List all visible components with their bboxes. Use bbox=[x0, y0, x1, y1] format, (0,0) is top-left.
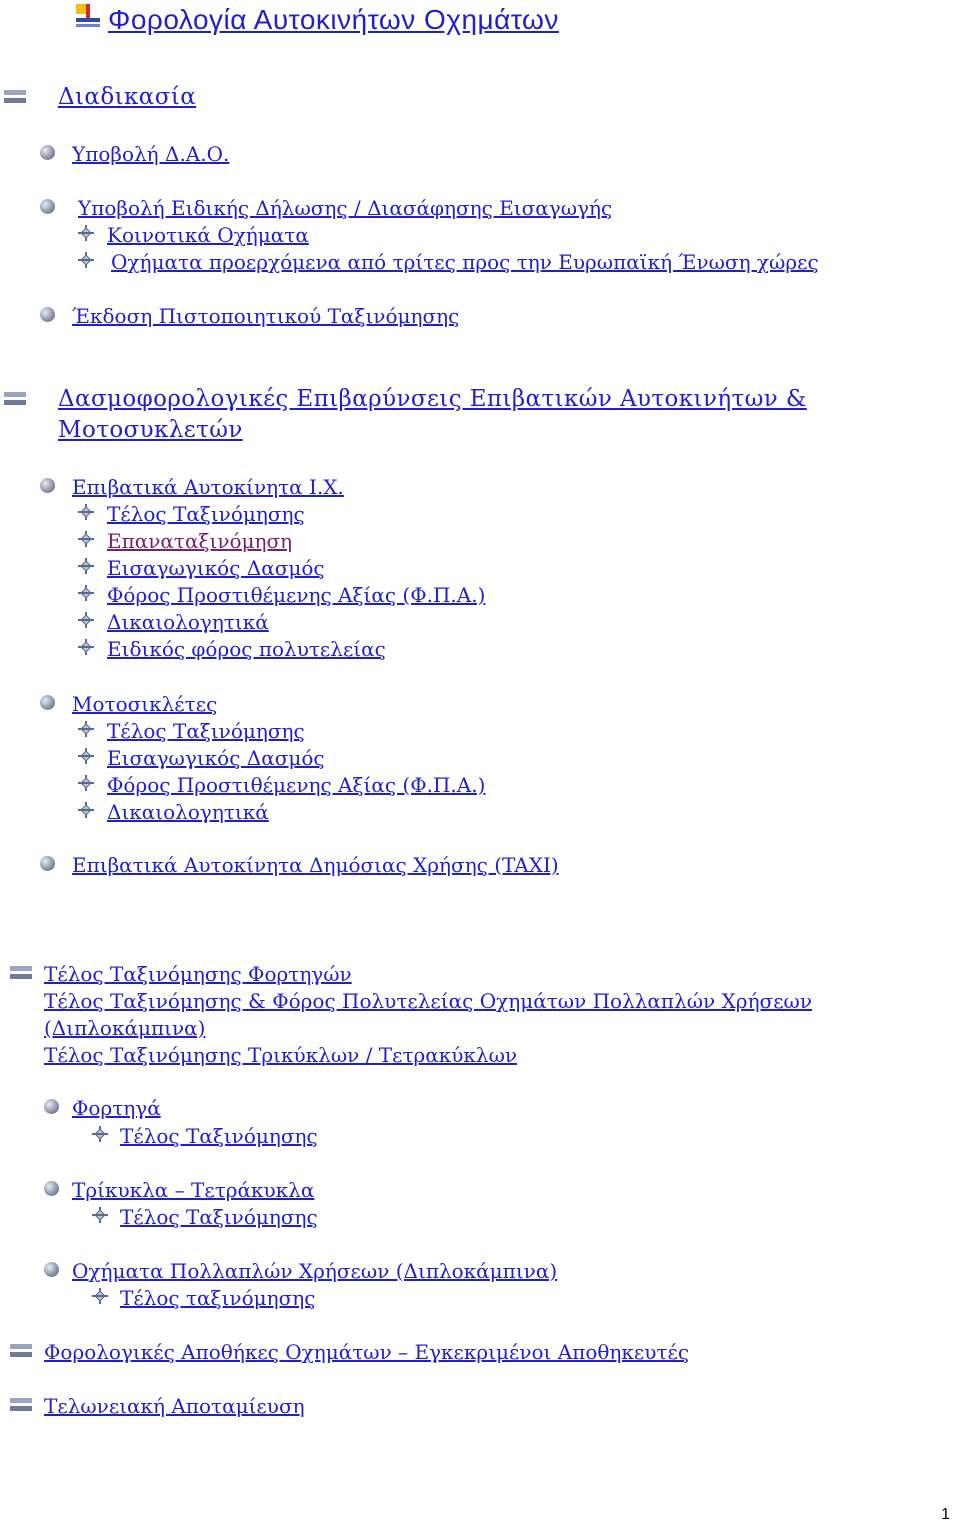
link-taxi[interactable]: Επιβατικά Αυτοκίνητα Δημόσιας Χρήσης (TAXI) bbox=[72, 853, 559, 877]
bullet-ball-icon bbox=[40, 199, 55, 214]
sub-bullet-icon bbox=[78, 585, 94, 601]
section-bar-icon bbox=[4, 392, 26, 406]
link-epivatika-ix[interactable]: Επιβατικά Αυτοκίνητα Ι.Χ. bbox=[72, 475, 344, 499]
sub-bullet-icon bbox=[78, 802, 94, 818]
bullet-ball-icon bbox=[40, 307, 55, 322]
section-link-dasmo-line1[interactable]: Δασμοφορολογικές Επιβαρύνσεις Επιβατικών Αυτοκινήτων & bbox=[58, 386, 807, 412]
section-link-diadikasia[interactable]: Διαδικασία bbox=[58, 84, 197, 110]
sub-bullet-icon bbox=[92, 1288, 108, 1304]
link-polla-telos[interactable]: Τέλος ταξινόμησης bbox=[120, 1286, 316, 1310]
document-flag-icon bbox=[76, 4, 100, 28]
bullet-ball-icon bbox=[40, 478, 55, 493]
link-moto-telos-taxinomisis[interactable]: Τέλος Ταξινόμησης bbox=[107, 719, 305, 743]
section-bar-icon bbox=[4, 90, 26, 104]
link-moto-fpa[interactable]: Φόρος Προστιθέμενης Αξίας (Φ.Π.Α.) bbox=[107, 773, 486, 797]
link-telos-taxinomisis[interactable]: Τέλος Ταξινόμησης bbox=[107, 502, 305, 526]
bullet-ball-icon bbox=[44, 1099, 59, 1114]
link-fortiga-telos[interactable]: Τέλος Ταξινόμησης bbox=[120, 1124, 318, 1148]
section-link-teloneiaki-apotamieysi[interactable]: Τελωνειακή Αποταμίευση bbox=[44, 1394, 305, 1418]
link-moto-dikaiologitika[interactable]: Δικαιολογητικά bbox=[107, 800, 269, 824]
section-bar-icon bbox=[10, 966, 32, 980]
sub-bullet-icon bbox=[78, 721, 94, 737]
section-bar-icon bbox=[10, 1398, 32, 1412]
sub-bullet-icon bbox=[78, 504, 94, 520]
sub-bullet-icon bbox=[78, 775, 94, 791]
sub-bullet-icon bbox=[78, 531, 94, 547]
page-title-link[interactable]: Φορολογία Αυτοκινήτων Οχημάτων bbox=[108, 4, 559, 35]
section-link-dasmo-line2[interactable]: Μοτοσυκλετών bbox=[58, 417, 243, 443]
section-link-polyteleia-diplokampina-line2[interactable]: (Διπλοκάμπινα) bbox=[44, 1016, 206, 1040]
link-epanataxinomisi[interactable]: Επαναταξινόμηση bbox=[107, 529, 293, 553]
link-fpa[interactable]: Φόρος Προστιθέμενης Αξίας (Φ.Π.Α.) bbox=[107, 583, 486, 607]
sub-bullet-icon bbox=[78, 252, 94, 268]
section-link-telos-fortigon[interactable]: Τέλος Ταξινόμησης Φορτηγών bbox=[44, 962, 352, 986]
link-koinotika-oximata[interactable]: Κοινοτικά Οχήματα bbox=[107, 223, 309, 247]
link-oximata-trites-xores[interactable]: Οχήματα προερχόμενα από τρίτες προς την Ευρωπαϊκή Ένωση χώρες bbox=[111, 250, 819, 274]
link-eidikos-foros-polyteleias[interactable]: Ειδικός φόρος πολυτελείας bbox=[107, 637, 386, 661]
sub-bullet-icon bbox=[78, 558, 94, 574]
section-link-polyteleia-diplokampina-line1[interactable]: Τέλος Ταξινόμησης & Φόρος Πολυτελείας Οχημάτων Πολλαπλών Χρήσεων bbox=[44, 989, 813, 1013]
sub-bullet-icon bbox=[92, 1126, 108, 1142]
link-fortiga[interactable]: Φορτηγά bbox=[72, 1096, 161, 1120]
section-link-forologikes-apothikes[interactable]: Φορολογικές Αποθήκες Οχημάτων – Εγκεκριμένοι Αποθηκευτές bbox=[44, 1340, 690, 1364]
link-eisagogikos-dasmos[interactable]: Εισαγωγικός Δασμός bbox=[107, 556, 325, 580]
page-number: 1 bbox=[941, 1506, 950, 1523]
section-bar-icon bbox=[10, 1344, 32, 1358]
sub-bullet-icon bbox=[92, 1207, 108, 1223]
link-dikaiologitika[interactable]: Δικαιολογητικά bbox=[107, 610, 269, 634]
link-trikykla-telos[interactable]: Τέλος Ταξινόμησης bbox=[120, 1205, 318, 1229]
section-link-trikyklon[interactable]: Τέλος Ταξινόμησης Τρικύκλων / Τετρακύκλων bbox=[44, 1043, 518, 1067]
link-motosikletes[interactable]: Μοτοσικλέτες bbox=[72, 692, 218, 716]
sub-bullet-icon bbox=[78, 225, 94, 241]
sub-bullet-icon bbox=[78, 612, 94, 628]
link-ekdosi-pistopoiitikou[interactable]: Έκδοση Πιστοποιητικού Ταξινόμησης bbox=[72, 304, 460, 328]
link-trikykla-tetrakykla[interactable]: Τρίκυκλα – Τετράκυκλα bbox=[72, 1178, 315, 1202]
link-eidiki-dilosi[interactable]: Υποβολή Ειδικής Δήλωσης / Διασάφησης Εισαγωγής bbox=[78, 196, 613, 220]
link-oximata-pollaplon-xriseon[interactable]: Οχήματα Πολλαπλών Χρήσεων (Διπλοκάμπινα) bbox=[72, 1259, 558, 1283]
bullet-ball-icon bbox=[44, 1181, 59, 1196]
sub-bullet-icon bbox=[78, 639, 94, 655]
bullet-ball-icon bbox=[44, 1262, 59, 1277]
bullet-ball-icon bbox=[40, 856, 55, 871]
link-moto-eisagogikos-dasmos[interactable]: Εισαγωγικός Δασμός bbox=[107, 746, 325, 770]
bullet-ball-icon bbox=[40, 695, 55, 710]
link-ypovoli-dao[interactable]: Υποβολή Δ.Α.Ο. bbox=[72, 142, 230, 166]
sub-bullet-icon bbox=[78, 748, 94, 764]
bullet-ball-icon bbox=[40, 145, 55, 160]
